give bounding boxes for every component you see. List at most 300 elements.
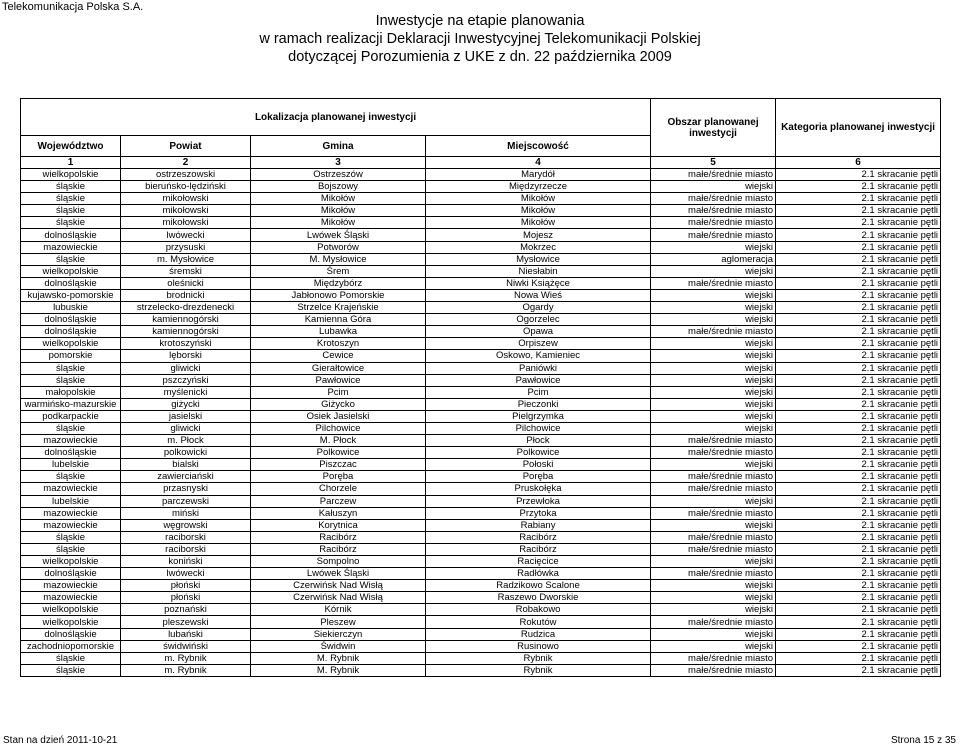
cell-miejscowosc: Połoski [426, 459, 651, 471]
cell-kategoria: 2.1 skracanie pętli [776, 350, 941, 362]
cell-wojewodztwo: mazowieckie [21, 483, 121, 495]
cell-wojewodztwo: kujawsko-pomorskie [21, 289, 121, 301]
table-row [21, 386, 941, 398]
cell-wojewodztwo: mazowieckie [21, 241, 121, 253]
table-row [21, 568, 941, 580]
cell-powiat: zawierciański [121, 471, 251, 483]
cell-miejscowosc: Racięcice [426, 556, 651, 568]
cell-gmina: Mikołów [251, 217, 426, 229]
cell-miejscowosc: Mysłowice [426, 253, 651, 265]
cell-gmina: Osiek Jasielski [251, 410, 426, 422]
cell-miejscowosc: Międzyrzecze [426, 181, 651, 193]
cell-wojewodztwo: warmińsko-mazurskie [21, 398, 121, 410]
cell-kategoria: 2.1 skracanie pętli [776, 398, 941, 410]
cell-powiat: raciborski [121, 543, 251, 555]
cell-kategoria: 2.1 skracanie pętli [776, 410, 941, 422]
cell-kategoria: 2.1 skracanie pętli [776, 495, 941, 507]
cell-kategoria: 2.1 skracanie pętli [776, 217, 941, 229]
cell-miejscowosc: Rokutów [426, 616, 651, 628]
header-gmina: Gmina [251, 136, 426, 157]
cell-gmina: Pleszew [251, 616, 426, 628]
cell-wojewodztwo: wielkopolskie [21, 556, 121, 568]
cell-kategoria: 2.1 skracanie pętli [776, 302, 941, 314]
cell-miejscowosc: Rybnik [426, 652, 651, 664]
cell-wojewodztwo: śląskie [21, 422, 121, 434]
cell-gmina: Kałuszyn [251, 507, 426, 519]
cell-obszar: małe/średnie miasto [651, 616, 776, 628]
cell-obszar: małe/średnie miasto [651, 277, 776, 289]
cell-obszar: wiejski [651, 289, 776, 301]
cell-powiat: śremski [121, 265, 251, 277]
cell-powiat: kamiennogórski [121, 314, 251, 326]
cell-miejscowosc: Mikołów [426, 217, 651, 229]
cell-powiat: gliwicki [121, 362, 251, 374]
cell-gmina: Pcim [251, 386, 426, 398]
table-row [21, 459, 941, 471]
cell-obszar: małe/średnie miasto [651, 568, 776, 580]
table-row [21, 580, 941, 592]
cell-powiat: płoński [121, 592, 251, 604]
cell-obszar: wiejski [651, 302, 776, 314]
cell-miejscowosc: Przewłoka [426, 495, 651, 507]
cell-kategoria: 2.1 skracanie pętli [776, 471, 941, 483]
cell-powiat: krotoszyński [121, 338, 251, 350]
cell-kategoria: 2.1 skracanie pętli [776, 362, 941, 374]
table-row [21, 217, 941, 229]
cell-gmina: Śrem [251, 265, 426, 277]
header-obszar: Obszar planowanej inwestycji [651, 99, 776, 157]
column-number: 3 [251, 157, 426, 169]
table-row [21, 314, 941, 326]
cell-powiat: lwówecki [121, 568, 251, 580]
cell-miejscowosc: Mikołów [426, 193, 651, 205]
table-row [21, 483, 941, 495]
cell-wojewodztwo: dolnośląskie [21, 628, 121, 640]
cell-obszar: wiejski [651, 338, 776, 350]
cell-obszar: małe/średnie miasto [651, 169, 776, 181]
cell-obszar: wiejski [651, 398, 776, 410]
cell-miejscowosc: Orpiszew [426, 338, 651, 350]
table-row [21, 652, 941, 664]
cell-kategoria: 2.1 skracanie pętli [776, 592, 941, 604]
cell-wojewodztwo: wielkopolskie [21, 265, 121, 277]
cell-powiat: gliwicki [121, 422, 251, 434]
cell-gmina: Gierałtowice [251, 362, 426, 374]
cell-powiat: kamiennogórski [121, 326, 251, 338]
cell-obszar: małe/średnie miasto [651, 507, 776, 519]
cell-kategoria: 2.1 skracanie pętli [776, 652, 941, 664]
cell-obszar: wiejski [651, 459, 776, 471]
cell-kategoria: 2.1 skracanie pętli [776, 628, 941, 640]
cell-obszar: wiejski [651, 410, 776, 422]
cell-wojewodztwo: śląskie [21, 253, 121, 265]
cell-wojewodztwo: mazowieckie [21, 519, 121, 531]
table-row [21, 592, 941, 604]
cell-obszar: małe/średnie miasto [651, 193, 776, 205]
cell-kategoria: 2.1 skracanie pętli [776, 519, 941, 531]
cell-kategoria: 2.1 skracanie pętli [776, 604, 941, 616]
cell-miejscowosc: Pilchowice [426, 422, 651, 434]
cell-gmina: Chorzele [251, 483, 426, 495]
cell-miejscowosc: Raszewo Dworskie [426, 592, 651, 604]
cell-obszar: małe/średnie miasto [651, 217, 776, 229]
cell-miejscowosc: Radzikowo Scalone [426, 580, 651, 592]
cell-powiat: parczewski [121, 495, 251, 507]
table-row [21, 350, 941, 362]
table-row [21, 531, 941, 543]
cell-kategoria: 2.1 skracanie pętli [776, 616, 941, 628]
cell-powiat: koniński [121, 556, 251, 568]
cell-miejscowosc: Paniówki [426, 362, 651, 374]
cell-gmina: Sompolno [251, 556, 426, 568]
cell-kategoria: 2.1 skracanie pętli [776, 338, 941, 350]
cell-powiat: lubański [121, 628, 251, 640]
header-miejscowosc: Miejscowość [426, 136, 651, 157]
table-row [21, 193, 941, 205]
cell-kategoria: 2.1 skracanie pętli [776, 386, 941, 398]
cell-powiat: przysuski [121, 241, 251, 253]
cell-wojewodztwo: małopolskie [21, 386, 121, 398]
cell-gmina: Jabłonowo Pomorskie [251, 289, 426, 301]
cell-obszar: wiejski [651, 628, 776, 640]
cell-miejscowosc: Niwki Książęce [426, 277, 651, 289]
cell-powiat: polkowicki [121, 447, 251, 459]
cell-kategoria: 2.1 skracanie pętli [776, 435, 941, 447]
cell-obszar: małe/średnie miasto [651, 229, 776, 241]
cell-wojewodztwo: śląskie [21, 217, 121, 229]
cell-gmina: Racibórz [251, 531, 426, 543]
cell-powiat: giżycki [121, 398, 251, 410]
cell-miejscowosc: Mokrzec [426, 241, 651, 253]
investments-table [20, 98, 941, 677]
cell-obszar: wiejski [651, 422, 776, 434]
cell-powiat: m. Rybnik [121, 652, 251, 664]
cell-kategoria: 2.1 skracanie pętli [776, 580, 941, 592]
cell-wojewodztwo: wielkopolskie [21, 604, 121, 616]
header-powiat: Powiat [121, 136, 251, 157]
table-row [21, 205, 941, 217]
cell-wojewodztwo: śląskie [21, 543, 121, 555]
cell-wojewodztwo: śląskie [21, 664, 121, 676]
cell-obszar: małe/średnie miasto [651, 531, 776, 543]
table-row [21, 398, 941, 410]
cell-powiat: strzelecko-drezdenecki [121, 302, 251, 314]
cell-gmina: Poręba [251, 471, 426, 483]
cell-wojewodztwo: wielkopolskie [21, 616, 121, 628]
cell-kategoria: 2.1 skracanie pętli [776, 193, 941, 205]
cell-wojewodztwo: śląskie [21, 374, 121, 386]
cell-gmina: Strzelce Krajeńskie [251, 302, 426, 314]
cell-powiat: pleszewski [121, 616, 251, 628]
cell-obszar: małe/średnie miasto [651, 664, 776, 676]
cell-obszar: wiejski [651, 350, 776, 362]
cell-powiat: węgrowski [121, 519, 251, 531]
cell-miejscowosc: Niesłabin [426, 265, 651, 277]
cell-kategoria: 2.1 skracanie pętli [776, 483, 941, 495]
table-row [21, 616, 941, 628]
cell-miejscowosc: Polkowice [426, 447, 651, 459]
cell-kategoria: 2.1 skracanie pętli [776, 640, 941, 652]
table-row [21, 640, 941, 652]
cell-miejscowosc: Rabiany [426, 519, 651, 531]
table-row [21, 556, 941, 568]
cell-gmina: Cewice [251, 350, 426, 362]
cell-obszar: małe/średnie miasto [651, 435, 776, 447]
header-kategoria: Kategoria planowanej inwestycji [776, 99, 941, 157]
cell-powiat: miński [121, 507, 251, 519]
cell-powiat: przasnyski [121, 483, 251, 495]
title-line-1: Inwestycje na etapie planowania [375, 13, 585, 29]
table-row [21, 495, 941, 507]
cell-kategoria: 2.1 skracanie pętli [776, 531, 941, 543]
cell-kategoria: 2.1 skracanie pętli [776, 181, 941, 193]
cell-gmina: M. Rybnik [251, 664, 426, 676]
cell-gmina: Pawłowice [251, 374, 426, 386]
header-wojewodztwo: Województwo [21, 136, 121, 157]
cell-obszar: wiejski [651, 592, 776, 604]
cell-powiat: m. Płock [121, 435, 251, 447]
cell-kategoria: 2.1 skracanie pętli [776, 568, 941, 580]
cell-kategoria: 2.1 skracanie pętli [776, 374, 941, 386]
cell-wojewodztwo: śląskie [21, 362, 121, 374]
cell-miejscowosc: Mojesz [426, 229, 651, 241]
footer-date: Stan na dzień 2011-10-21 [3, 735, 118, 746]
company-name: Telekomunikacja Polska S.A. [2, 1, 144, 13]
cell-kategoria: 2.1 skracanie pętli [776, 289, 941, 301]
cell-miejscowosc: Pawłowice [426, 374, 651, 386]
cell-kategoria: 2.1 skracanie pętli [776, 277, 941, 289]
cell-gmina: Bojszowy [251, 181, 426, 193]
cell-powiat: bieruńsko-lędziński [121, 181, 251, 193]
cell-wojewodztwo: śląskie [21, 471, 121, 483]
table-body [21, 169, 941, 677]
cell-kategoria: 2.1 skracanie pętli [776, 664, 941, 676]
table-row [21, 277, 941, 289]
cell-wojewodztwo: lubelskie [21, 495, 121, 507]
cell-gmina: Racibórz [251, 543, 426, 555]
cell-gmina: M. Rybnik [251, 652, 426, 664]
cell-powiat: lwówecki [121, 229, 251, 241]
cell-kategoria: 2.1 skracanie pętli [776, 265, 941, 277]
cell-powiat: świdwiński [121, 640, 251, 652]
cell-gmina: Parczew [251, 495, 426, 507]
table-row [21, 422, 941, 434]
cell-gmina: Czerwińsk Nad Wisłą [251, 580, 426, 592]
cell-gmina: Pilchowice [251, 422, 426, 434]
cell-wojewodztwo: dolnośląskie [21, 447, 121, 459]
cell-wojewodztwo: pomorskie [21, 350, 121, 362]
cell-kategoria: 2.1 skracanie pętli [776, 314, 941, 326]
cell-miejscowosc: Mikołów [426, 205, 651, 217]
cell-wojewodztwo: dolnośląskie [21, 229, 121, 241]
cell-kategoria: 2.1 skracanie pętli [776, 253, 941, 265]
cell-miejscowosc: Pieczonki [426, 398, 651, 410]
cell-gmina: Lwówek Śląski [251, 229, 426, 241]
cell-gmina: Czerwińsk Nad Wisłą [251, 592, 426, 604]
cell-gmina: Potworów [251, 241, 426, 253]
cell-gmina: Korytnica [251, 519, 426, 531]
cell-wojewodztwo: śląskie [21, 205, 121, 217]
cell-gmina: Siekierczyn [251, 628, 426, 640]
table-row [21, 410, 941, 422]
cell-powiat: lęborski [121, 350, 251, 362]
cell-powiat: jasielski [121, 410, 251, 422]
table-row [21, 265, 941, 277]
cell-wojewodztwo: śląskie [21, 531, 121, 543]
cell-obszar: wiejski [651, 640, 776, 652]
cell-gmina: Giżycko [251, 398, 426, 410]
cell-gmina: Międzybórz [251, 277, 426, 289]
cell-kategoria: 2.1 skracanie pętli [776, 543, 941, 555]
cell-kategoria: 2.1 skracanie pętli [776, 507, 941, 519]
table-row [21, 507, 941, 519]
table-row [21, 169, 941, 181]
column-number: 1 [21, 157, 121, 169]
cell-kategoria: 2.1 skracanie pętli [776, 556, 941, 568]
cell-powiat: brodnicki [121, 289, 251, 301]
cell-miejscowosc: Przytoka [426, 507, 651, 519]
table-row [21, 289, 941, 301]
cell-wojewodztwo: wielkopolskie [21, 169, 121, 181]
cell-miejscowosc: Radłówka [426, 568, 651, 580]
table-row [21, 664, 941, 676]
cell-kategoria: 2.1 skracanie pętli [776, 459, 941, 471]
cell-miejscowosc: Ogardy [426, 302, 651, 314]
table-row [21, 241, 941, 253]
column-number: 6 [776, 157, 941, 169]
cell-wojewodztwo: mazowieckie [21, 435, 121, 447]
table-row [21, 362, 941, 374]
cell-obszar: wiejski [651, 556, 776, 568]
cell-kategoria: 2.1 skracanie pętli [776, 326, 941, 338]
cell-obszar: wiejski [651, 265, 776, 277]
cell-obszar: małe/średnie miasto [651, 471, 776, 483]
footer-page-number: Strona 15 z 35 [890, 735, 956, 746]
cell-powiat: ostrzeszowski [121, 169, 251, 181]
cell-obszar: wiejski [651, 241, 776, 253]
cell-miejscowosc: Pcim [426, 386, 651, 398]
cell-miejscowosc: Ogorzelec [426, 314, 651, 326]
cell-obszar: wiejski [651, 362, 776, 374]
cell-kategoria: 2.1 skracanie pętli [776, 205, 941, 217]
cell-obszar: małe/średnie miasto [651, 652, 776, 664]
cell-obszar: wiejski [651, 495, 776, 507]
cell-wojewodztwo: dolnośląskie [21, 326, 121, 338]
cell-miejscowosc: Opawa [426, 326, 651, 338]
cell-gmina: Mikołów [251, 193, 426, 205]
table-row [21, 447, 941, 459]
cell-wojewodztwo: podkarpackie [21, 410, 121, 422]
cell-powiat: bialski [121, 459, 251, 471]
cell-wojewodztwo: mazowieckie [21, 592, 121, 604]
cell-wojewodztwo: mazowieckie [21, 580, 121, 592]
cell-miejscowosc: Racibórz [426, 543, 651, 555]
cell-miejscowosc: Racibórz [426, 531, 651, 543]
column-number: 5 [651, 157, 776, 169]
cell-gmina: Kamienna Góra [251, 314, 426, 326]
cell-kategoria: 2.1 skracanie pętli [776, 169, 941, 181]
column-number: 2 [121, 157, 251, 169]
cell-wojewodztwo: dolnośląskie [21, 568, 121, 580]
cell-powiat: m. Rybnik [121, 664, 251, 676]
title-line-2: w ramach realizacji Deklaracji Inwestycyjnej Telekomunikacji Polskiej [259, 31, 701, 47]
cell-miejscowosc: Płock [426, 435, 651, 447]
cell-miejscowosc: Poręba [426, 471, 651, 483]
cell-gmina: Lubawka [251, 326, 426, 338]
cell-gmina: M. Mysłowice [251, 253, 426, 265]
cell-gmina: Świdwin [251, 640, 426, 652]
cell-gmina: Krotoszyn [251, 338, 426, 350]
cell-powiat: pszczyński [121, 374, 251, 386]
cell-wojewodztwo: dolnośląskie [21, 314, 121, 326]
cell-obszar: wiejski [651, 374, 776, 386]
cell-gmina: Kórnik [251, 604, 426, 616]
cell-wojewodztwo: wielkopolskie [21, 338, 121, 350]
cell-obszar: aglomeracja [651, 253, 776, 265]
table-row [21, 471, 941, 483]
cell-obszar: małe/średnie miasto [651, 483, 776, 495]
cell-obszar: wiejski [651, 580, 776, 592]
table-row [21, 604, 941, 616]
table-row [21, 338, 941, 350]
cell-obszar: wiejski [651, 604, 776, 616]
cell-gmina: M. Płock [251, 435, 426, 447]
cell-miejscowosc: Pruskołęka [426, 483, 651, 495]
location-group-header: Lokalizacja planowanej inwestycji [21, 99, 651, 136]
cell-wojewodztwo: śląskie [21, 181, 121, 193]
table-row [21, 543, 941, 555]
document-title [0, 12, 960, 66]
cell-obszar: wiejski [651, 314, 776, 326]
cell-obszar: wiejski [651, 181, 776, 193]
cell-wojewodztwo: zachodniopomorskie [21, 640, 121, 652]
cell-gmina: Polkowice [251, 447, 426, 459]
cell-wojewodztwo: śląskie [21, 193, 121, 205]
cell-miejscowosc: Oskowo, Kamieniec [426, 350, 651, 362]
cell-powiat: oleśnicki [121, 277, 251, 289]
cell-powiat: myślenicki [121, 386, 251, 398]
table-row [21, 229, 941, 241]
cell-kategoria: 2.1 skracanie pętli [776, 229, 941, 241]
cell-gmina: Mikołów [251, 205, 426, 217]
cell-obszar: małe/średnie miasto [651, 205, 776, 217]
cell-miejscowosc: Robakowo [426, 604, 651, 616]
cell-obszar: wiejski [651, 386, 776, 398]
table-row [21, 326, 941, 338]
cell-powiat: płoński [121, 580, 251, 592]
table-row [21, 519, 941, 531]
cell-kategoria: 2.1 skracanie pętli [776, 241, 941, 253]
cell-miejscowosc: Marydół [426, 169, 651, 181]
cell-kategoria: 2.1 skracanie pętli [776, 422, 941, 434]
table-row [21, 181, 941, 193]
cell-miejscowosc: Rusinowo [426, 640, 651, 652]
cell-kategoria: 2.1 skracanie pętli [776, 447, 941, 459]
cell-obszar: małe/średnie miasto [651, 326, 776, 338]
title-line-3: dotyczącej Porozumienia z UKE z dn. 22 października 2009 [288, 49, 672, 65]
cell-wojewodztwo: lubelskie [21, 459, 121, 471]
table-row [21, 302, 941, 314]
cell-powiat: mikołowski [121, 217, 251, 229]
cell-wojewodztwo: śląskie [21, 652, 121, 664]
cell-miejscowosc: Pielgrzymka [426, 410, 651, 422]
cell-miejscowosc: Rudzica [426, 628, 651, 640]
cell-powiat: poznański [121, 604, 251, 616]
cell-powiat: raciborski [121, 531, 251, 543]
cell-gmina: Ostrzeszów [251, 169, 426, 181]
cell-obszar: małe/średnie miasto [651, 447, 776, 459]
table-row [21, 253, 941, 265]
